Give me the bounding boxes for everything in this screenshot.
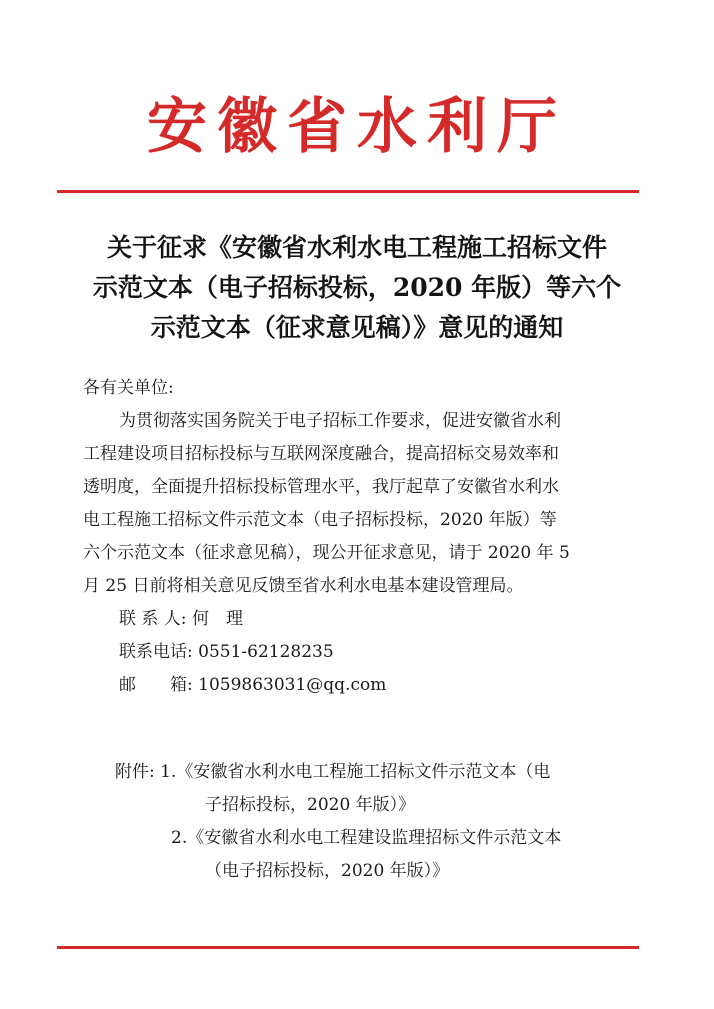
footer-red-rule xyxy=(57,946,639,949)
body-line-2: 工程建设项目招标投标与互联网深度融合，提高招标交易效率和 xyxy=(83,444,559,464)
letterhead-org-name: 安徽省水利厅 xyxy=(147,92,567,162)
body-line-1: 为贯彻落实国务院关于电子招标工作要求，促进安徽省水利 xyxy=(119,411,561,431)
contact-phone: 联系电话: 0551-62128235 xyxy=(119,642,334,662)
body-line-3: 透明度，全面提升招标投标管理水平，我厅起草了安徽省水利水 xyxy=(83,477,559,497)
body-line-5: 六个示范文本（征求意见稿），现公开征求意见，请于 2020 年 5 xyxy=(83,543,570,563)
letterhead-red-rule xyxy=(57,190,639,193)
attachment-1-line-1: 附件: 1.《安徽省水利水电工程施工招标文件示范文本（电 xyxy=(115,762,551,782)
document-title xyxy=(60,228,654,348)
title-line-2: 示范文本（电子招标投标，2020 年版）等六个 xyxy=(92,273,622,302)
title-line-3: 示范文本（征求意见稿）》意见的通知 xyxy=(150,313,564,342)
contact-email: 邮 箱: 1059863031@qq.com xyxy=(119,675,387,695)
document-body xyxy=(83,372,643,702)
attachment-1-line-2: 子招标投标，2020 年版）》 xyxy=(205,795,416,815)
contact-person: 联 系 人: 何 理 xyxy=(119,609,243,629)
attachment-2-line-2: （电子招标投标，2020 年版）》 xyxy=(205,861,450,881)
body-line-6: 月 25 日前将相关意见反馈至省水利水电基本建设管理局。 xyxy=(83,576,524,596)
attachment-2-line-1: 2.《安徽省水利水电工程建设监理招标文件示范文本 xyxy=(171,828,562,848)
salutation: 各有关单位: xyxy=(83,378,174,398)
attachments-list xyxy=(115,756,655,888)
body-line-4: 电工程施工招标文件示范文本（电子招标投标，2020 年版）等 xyxy=(83,510,557,530)
title-line-1: 关于征求《安徽省水利水电工程施工招标文件 xyxy=(106,233,607,262)
